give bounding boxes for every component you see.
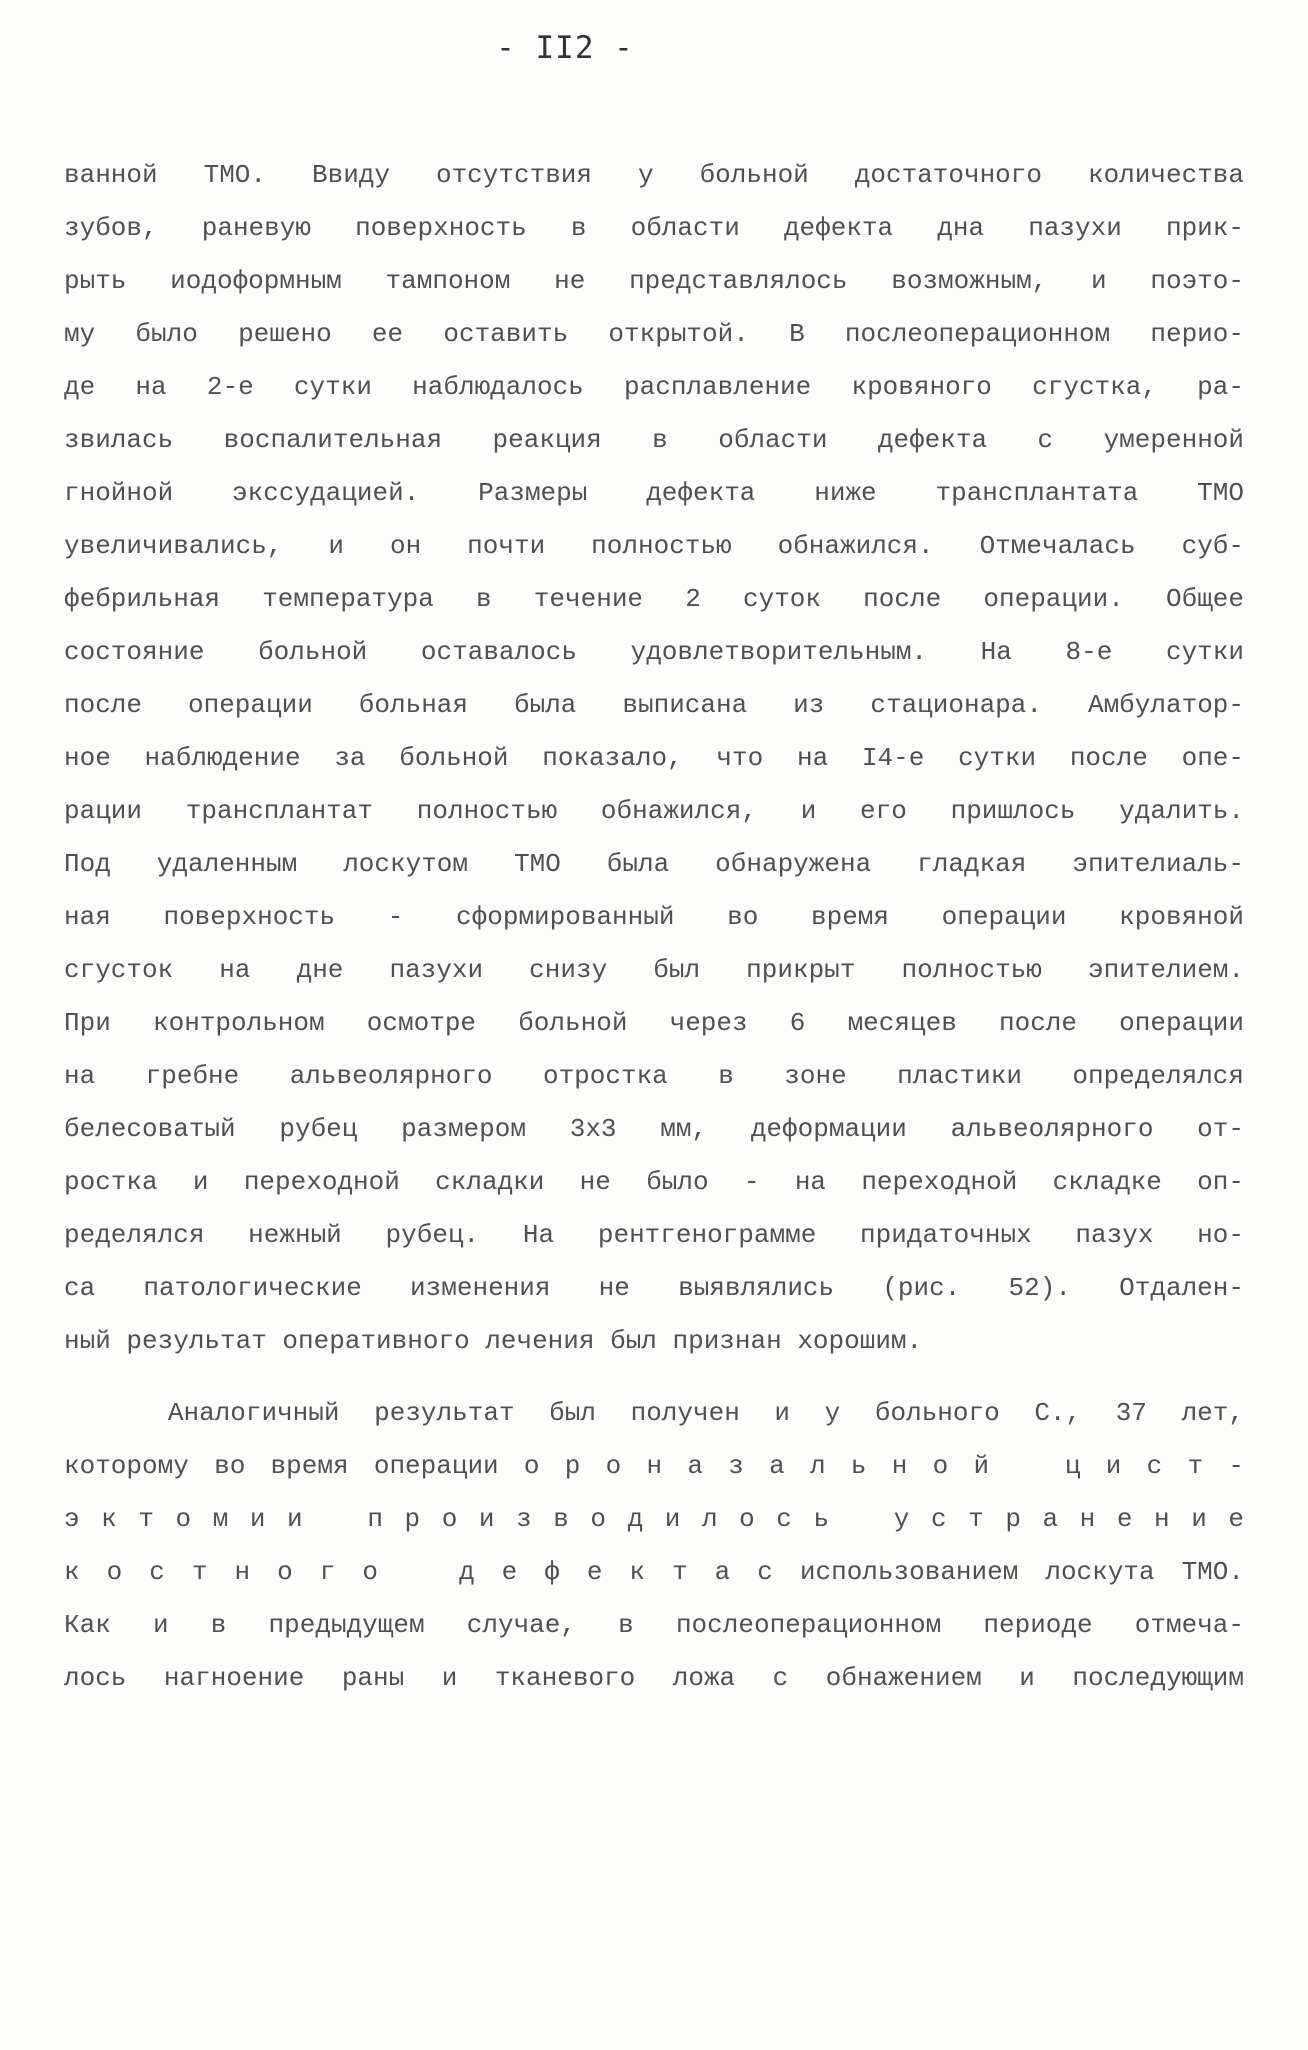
text-line: ределялся нежный рубец. На рентгенограмме придаточных пазух но- bbox=[64, 1220, 1244, 1250]
text-line: белесоватый рубец размером 3х3 мм, деформации альвеолярного от- bbox=[64, 1114, 1244, 1144]
text-line: ное наблюдение за больной показало, что на I4-е сутки после опе- bbox=[64, 743, 1244, 773]
text-line: которому во время операции о р о н а з а л ь н о й ц и с т - bbox=[64, 1451, 1244, 1481]
text-line: увеличивались, и он почти полностью обнажился. Отмечалась суб- bbox=[64, 531, 1244, 561]
text-line: Как и в предыдущем случае, в послеоперационном периоде отмеча- bbox=[64, 1610, 1244, 1640]
text-line: ная поверхность - сформированный во время операции кровяной bbox=[64, 902, 1244, 932]
text-line: лось нагноение раны и тканевого ложа с обнажением и последующим bbox=[64, 1663, 1244, 1693]
text-line: му было решено ее оставить открытой. В послеоперационном перио- bbox=[64, 319, 1244, 349]
text-line: к о с т н о г о д е ф е к т а с использованием лоскута ТМО. bbox=[64, 1557, 1244, 1587]
text-line: Под удаленным лоскутом ТМО была обнаружена гладкая эпителиаль- bbox=[64, 849, 1244, 879]
text-line: фебрильная температура в течение 2 суток после операции. Общее bbox=[64, 584, 1244, 614]
text-line: после операции больная была выписана из стационара. Амбулатор- bbox=[64, 690, 1244, 720]
text-line: рыть иодоформным тампоном не представлялось возможным, и поэто- bbox=[64, 266, 1244, 296]
text-line: де на 2-е сутки наблюдалось расплавление кровяного сгустка, ра- bbox=[64, 372, 1244, 402]
text-line: звилась воспалительная реакция в области дефекта с умеренной bbox=[64, 425, 1244, 455]
text-line: состояние больной оставалось удовлетворительным. На 8-е сутки bbox=[64, 637, 1244, 667]
text-line: зубов, раневую поверхность в области дефекта дна пазухи прик- bbox=[64, 213, 1244, 243]
text-line: ванной ТМО. Ввиду отсутствия у больной достаточного количества bbox=[64, 160, 1244, 190]
text-line: на гребне альвеолярного отростка в зоне пластики определялся bbox=[64, 1061, 1244, 1091]
text-line: Аналогичный результат был получен и у больного С., 37 лет, bbox=[64, 1398, 1244, 1428]
text-line: сгусток на дне пазухи снизу был прикрыт полностью эпителием. bbox=[64, 955, 1244, 985]
text-line: са патологические изменения не выявлялись (рис. 52). Отдален- bbox=[64, 1273, 1244, 1303]
text-line: гнойной экссудацией. Размеры дефекта ниже трансплантата ТМО bbox=[64, 478, 1244, 508]
text-line: э к т о м и и п р о и з в о д и л о с ь у с т р а н е н и е bbox=[64, 1504, 1244, 1534]
text-line: рации трансплантат полностью обнажился, и его пришлось удалить. bbox=[64, 796, 1244, 826]
text-line: ростка и переходной складки не было - на переходной складке оп- bbox=[64, 1167, 1244, 1197]
text-line: ный результат оперативного лечения был признан хорошим. bbox=[64, 1326, 923, 1356]
text-line: При контрольном осмотре больной через 6 месяцев после операции bbox=[64, 1008, 1244, 1038]
page-number: - II2 - bbox=[496, 30, 634, 66]
